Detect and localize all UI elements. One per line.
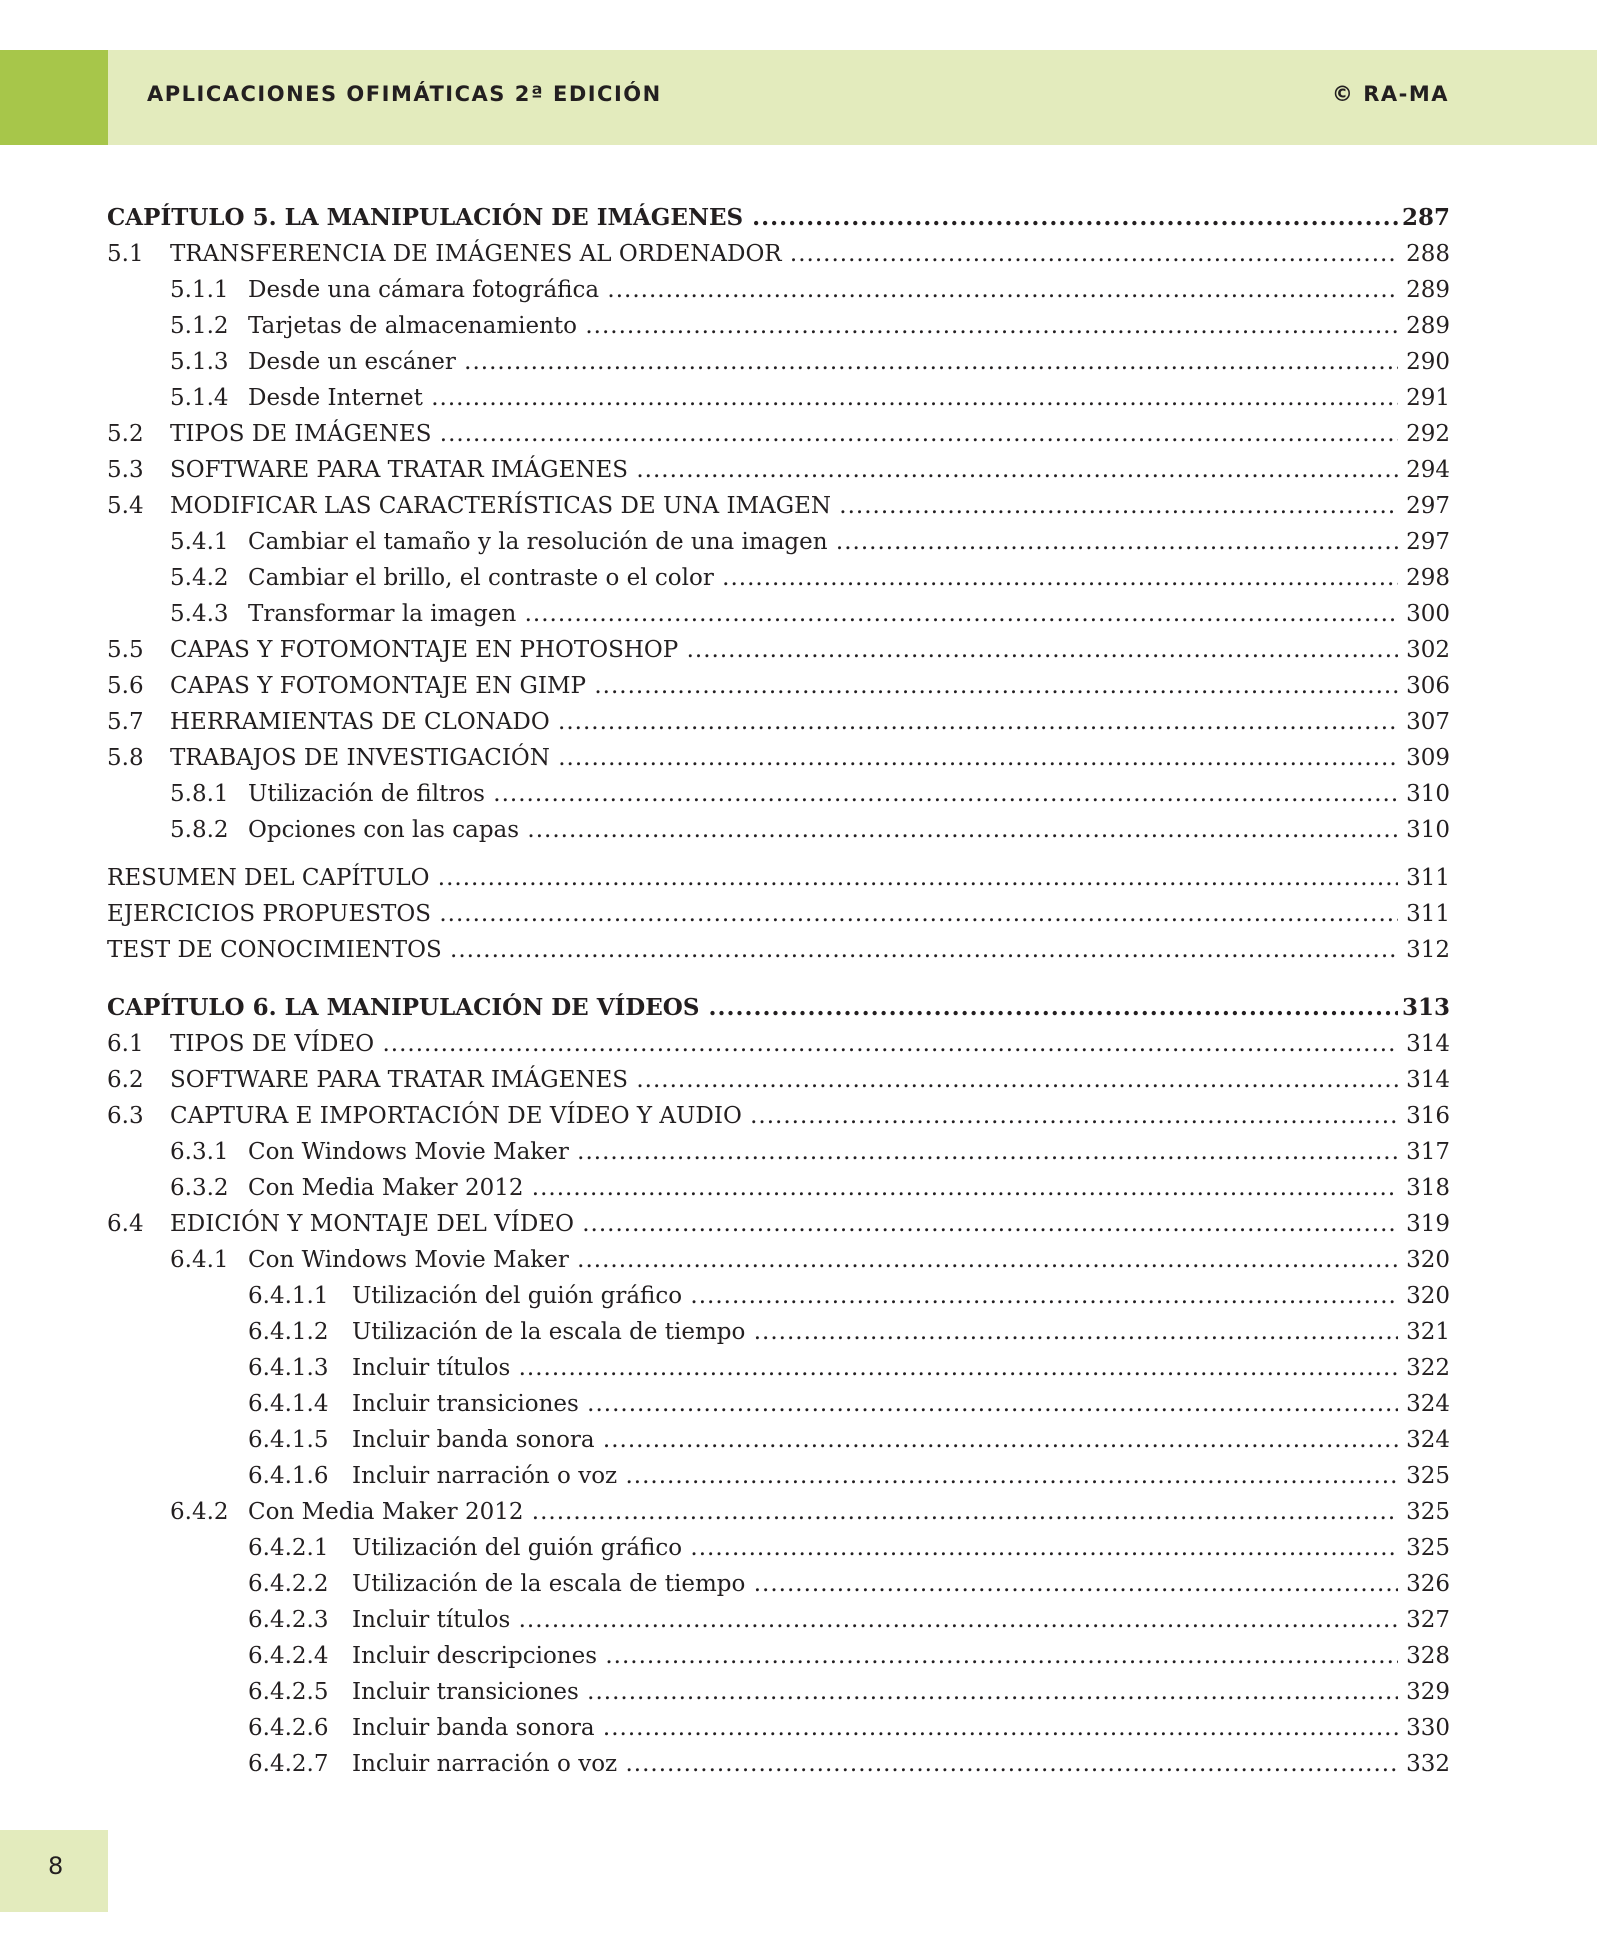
toc-entry-number: 6.4.1.5 xyxy=(248,1427,329,1453)
toc-entry-page: 328 xyxy=(1404,1638,1450,1674)
toc-entry-number: 6.4.2.2 xyxy=(248,1571,329,1597)
toc-entry-number: 6.4.2.5 xyxy=(248,1679,329,1705)
toc-entry-title: SOFTWARE PARA TRATAR IMÁGENES ..... xyxy=(170,1062,1398,1098)
toc-entry[interactable] xyxy=(107,452,1450,488)
toc-entry[interactable] xyxy=(107,704,1450,740)
toc-entry-page: 310 xyxy=(1404,776,1450,812)
toc-entry-page: 316 xyxy=(1404,1098,1450,1134)
toc-entry-number: 5.8 xyxy=(107,745,144,771)
toc-entry-title: EDICIÓN Y MONTAJE DEL VÍDEO ..... xyxy=(170,1206,1398,1242)
toc-entry-page: 324 xyxy=(1404,1386,1450,1422)
toc-entry[interactable] xyxy=(107,1314,1450,1350)
toc-entry[interactable] xyxy=(107,740,1450,776)
toc-entry-title: Incluir banda sonora ..... xyxy=(352,1710,1398,1746)
toc-entry-number: 5.1.1 xyxy=(170,277,229,303)
toc-entry-number: 5.8.2 xyxy=(170,817,229,843)
toc-entry-number: 6.4.1.3 xyxy=(248,1355,329,1381)
toc-entry[interactable] xyxy=(107,1530,1450,1566)
toc-entry[interactable] xyxy=(107,1458,1450,1494)
toc-entry[interactable] xyxy=(107,1206,1450,1242)
toc-entry-page: 302 xyxy=(1404,632,1450,668)
toc-entry-page: 294 xyxy=(1404,452,1450,488)
toc-entry-title: MODIFICAR LAS CARACTERÍSTICAS DE UNA IMAGEN ..... xyxy=(170,488,1398,524)
toc-entry-title: TRANSFERENCIA DE IMÁGENES AL ORDENADOR ..... xyxy=(170,236,1398,272)
toc-entry-page: 326 xyxy=(1404,1566,1450,1602)
toc-entry[interactable] xyxy=(107,1098,1450,1134)
toc-entry-page: 314 xyxy=(1404,1062,1450,1098)
toc-entry-title: CAPTURA E IMPORTACIÓN DE VÍDEO Y AUDIO ..... xyxy=(170,1098,1398,1134)
toc-entry-number: 6.1 xyxy=(107,1031,144,1057)
toc-entry-number: 6.4.1.6 xyxy=(248,1463,329,1489)
toc-entry[interactable] xyxy=(107,860,1450,896)
toc-entry-page: 320 xyxy=(1404,1242,1450,1278)
toc-entry-title: CAPÍTULO 6. LA MANIPULACIÓN DE VÍDEOS ..... xyxy=(107,990,1398,1026)
toc-entry-number: 5.4.1 xyxy=(170,529,229,555)
toc-entry[interactable] xyxy=(107,1278,1450,1314)
toc-entry-title: Desde un escáner ..... xyxy=(248,344,1398,380)
toc-entry-title: SOFTWARE PARA TRATAR IMÁGENES ..... xyxy=(170,452,1398,488)
toc-entry-title: CAPÍTULO 5. LA MANIPULACIÓN DE IMÁGENES ..... xyxy=(107,200,1398,236)
toc-entry[interactable] xyxy=(107,1746,1450,1782)
toc-entry-page: 319 xyxy=(1404,1206,1450,1242)
toc-entry-title: TEST DE CONOCIMIENTOS ..... xyxy=(107,932,1398,968)
header-accent-block xyxy=(0,50,108,145)
toc-entry[interactable] xyxy=(107,416,1450,452)
toc-entry[interactable] xyxy=(107,1494,1450,1530)
toc-entry-title: Incluir narración o voz ..... xyxy=(352,1746,1398,1782)
toc-entry-number: 6.4.1.2 xyxy=(248,1319,329,1345)
toc-entry-number: 5.7 xyxy=(107,709,144,735)
toc-entry[interactable] xyxy=(107,272,1450,308)
toc-entry-page: 300 xyxy=(1404,596,1450,632)
toc-entry-number: 6.4.2.6 xyxy=(248,1715,329,1741)
toc-entry-page: 289 xyxy=(1404,308,1450,344)
toc-entry-title: CAPAS Y FOTOMONTAJE EN PHOTOSHOP ..... xyxy=(170,632,1398,668)
toc-entry-number: 6.4.2.3 xyxy=(248,1607,329,1633)
toc-entry-page: 297 xyxy=(1404,488,1450,524)
toc-entry-number: 5.1.3 xyxy=(170,349,229,375)
toc-spacer xyxy=(107,968,1450,990)
toc-entry-title: Utilización de la escala de tiempo ..... xyxy=(352,1314,1398,1350)
page-number: 8 xyxy=(48,1852,64,1880)
toc-entry[interactable] xyxy=(107,932,1450,968)
toc-entry[interactable] xyxy=(107,1242,1450,1278)
toc-entry-page: 325 xyxy=(1404,1494,1450,1530)
toc-entry-number: 6.2 xyxy=(107,1067,144,1093)
toc-entry-number: 6.4.1 xyxy=(170,1247,229,1273)
toc-entry-title: Desde una cámara fotográfica ..... xyxy=(248,272,1398,308)
toc-entry-title: TIPOS DE VÍDEO ..... xyxy=(170,1026,1398,1062)
toc-entry-page: 307 xyxy=(1404,704,1450,740)
toc-entry-number: 5.4.2 xyxy=(170,565,229,591)
toc-entry-page: 297 xyxy=(1404,524,1450,560)
toc-entry-number: 5.4.3 xyxy=(170,601,229,627)
toc-entry-title: HERRAMIENTAS DE CLONADO ..... xyxy=(170,704,1398,740)
toc-entry[interactable] xyxy=(107,1350,1450,1386)
toc-entry-page: 312 xyxy=(1404,932,1450,968)
toc-entry[interactable] xyxy=(107,1638,1450,1674)
toc-entry[interactable] xyxy=(107,344,1450,380)
toc-entry-title: Cambiar el tamaño y la resolución de una imagen ..... xyxy=(248,524,1398,560)
toc-entry-number: 5.8.1 xyxy=(170,781,229,807)
toc-entry[interactable] xyxy=(107,896,1450,932)
toc-entry-title: Incluir títulos ..... xyxy=(352,1602,1398,1638)
toc-entry-page: 291 xyxy=(1404,380,1450,416)
toc-entry[interactable] xyxy=(107,1674,1450,1710)
toc-entry-title: EJERCICIOS PROPUESTOS ..... xyxy=(107,896,1398,932)
toc-entry-page: 310 xyxy=(1404,812,1450,848)
toc-entry[interactable] xyxy=(107,308,1450,344)
toc-entry-page: 311 xyxy=(1404,896,1450,932)
toc-entry[interactable] xyxy=(107,596,1450,632)
toc-entry-title: Con Media Maker 2012 ..... xyxy=(248,1170,1398,1206)
toc-entry-title: Incluir títulos ..... xyxy=(352,1350,1398,1386)
toc-entry[interactable] xyxy=(107,488,1450,524)
toc-entry-number: 6.4.1.4 xyxy=(248,1391,329,1417)
toc-entry-page: 324 xyxy=(1404,1422,1450,1458)
toc-entry-title: Incluir narración o voz ..... xyxy=(352,1458,1398,1494)
toc-entry[interactable] xyxy=(107,1602,1450,1638)
toc-entry-title: Utilización del guión gráfico ..... xyxy=(352,1278,1398,1314)
toc-entry-title: Incluir transiciones ..... xyxy=(352,1386,1398,1422)
toc-entry-number: 6.4.1.1 xyxy=(248,1283,329,1309)
toc-entry-page: 309 xyxy=(1404,740,1450,776)
toc-entry-page: 329 xyxy=(1404,1674,1450,1710)
toc-entry-title: Utilización del guión gráfico ..... xyxy=(352,1530,1398,1566)
toc-entry-page: 321 xyxy=(1404,1314,1450,1350)
toc-entry-number: 5.1 xyxy=(107,241,144,267)
toc-entry[interactable] xyxy=(107,812,1450,848)
toc-entry-page: 325 xyxy=(1404,1458,1450,1494)
table-of-contents xyxy=(107,200,1450,1782)
toc-entry-number: 5.3 xyxy=(107,457,144,483)
toc-entry[interactable] xyxy=(107,1386,1450,1422)
toc-entry-title: RESUMEN DEL CAPÍTULO ..... xyxy=(107,860,1398,896)
toc-entry-page: 332 xyxy=(1404,1746,1450,1782)
toc-entry-page: 306 xyxy=(1404,668,1450,704)
toc-entry-title: CAPAS Y FOTOMONTAJE EN GIMP ..... xyxy=(170,668,1398,704)
toc-chapter-heading[interactable] xyxy=(107,990,1450,1026)
toc-entry-page: 317 xyxy=(1404,1134,1450,1170)
toc-entry-title: Incluir descripciones ..... xyxy=(352,1638,1398,1674)
toc-entry-page: 287 xyxy=(1400,200,1450,236)
toc-entry-page: 318 xyxy=(1404,1170,1450,1206)
toc-entry-number: 5.4 xyxy=(107,493,144,519)
toc-entry-title: Cambiar el brillo, el contraste o el color ..... xyxy=(248,560,1398,596)
toc-entry-number: 6.3 xyxy=(107,1103,144,1129)
toc-entry-title: Incluir banda sonora ..... xyxy=(352,1422,1398,1458)
toc-entry-page: 288 xyxy=(1404,236,1450,272)
book-title: APLICACIONES OFIMÁTICAS 2ª EDICIÓN xyxy=(147,82,662,106)
toc-entry-number: 6.3.2 xyxy=(170,1175,229,1201)
toc-entry-number: 5.2 xyxy=(107,421,144,447)
toc-entry[interactable] xyxy=(107,236,1450,272)
toc-entry-number: 5.6 xyxy=(107,673,144,699)
toc-entry-number: 6.4.2 xyxy=(170,1499,229,1525)
toc-entry-number: 5.5 xyxy=(107,637,144,663)
toc-entry-page: 298 xyxy=(1404,560,1450,596)
toc-entry[interactable] xyxy=(107,1566,1450,1602)
toc-entry-title: TIPOS DE IMÁGENES ..... xyxy=(170,416,1398,452)
toc-entry-title: Con Media Maker 2012 ..... xyxy=(248,1494,1398,1530)
toc-entry[interactable] xyxy=(107,1422,1450,1458)
toc-entry-page: 289 xyxy=(1404,272,1450,308)
toc-entry-title: Tarjetas de almacenamiento ..... xyxy=(248,308,1398,344)
toc-entry-number: 6.4.2.7 xyxy=(248,1751,329,1777)
toc-entry-page: 320 xyxy=(1404,1278,1450,1314)
toc-entry-title: Desde Internet ..... xyxy=(248,380,1398,416)
toc-entry-title: Utilización de la escala de tiempo ..... xyxy=(352,1566,1398,1602)
toc-entry-title: Utilización de filtros ..... xyxy=(248,776,1398,812)
toc-entry-title: Con Windows Movie Maker ..... xyxy=(248,1134,1398,1170)
toc-entry[interactable] xyxy=(107,1710,1450,1746)
toc-entry-number: 5.1.2 xyxy=(170,313,229,339)
toc-entry-title: Opciones con las capas ..... xyxy=(248,812,1398,848)
toc-entry[interactable] xyxy=(107,632,1450,668)
toc-entry-title: Transformar la imagen ..... xyxy=(248,596,1398,632)
toc-entry-title: TRABAJOS DE INVESTIGACIÓN ..... xyxy=(170,740,1398,776)
toc-entry[interactable] xyxy=(107,380,1450,416)
toc-entry-title: Incluir transiciones ..... xyxy=(352,1674,1398,1710)
toc-entry-number: 6.4.2.1 xyxy=(248,1535,329,1561)
toc-entry-title: Con Windows Movie Maker ..... xyxy=(248,1242,1398,1278)
toc-entry-number: 6.4 xyxy=(107,1211,144,1237)
toc-entry-page: 311 xyxy=(1404,860,1450,896)
publisher-copyright: © RA-MA xyxy=(1331,82,1449,106)
toc-entry[interactable] xyxy=(107,668,1450,704)
toc-spacer xyxy=(107,848,1450,860)
toc-entry[interactable] xyxy=(107,1134,1450,1170)
toc-entry[interactable] xyxy=(107,1026,1450,1062)
toc-entry-page: 327 xyxy=(1404,1602,1450,1638)
toc-entry-number: 5.1.4 xyxy=(170,385,229,411)
toc-entry-page: 322 xyxy=(1404,1350,1450,1386)
toc-entry[interactable] xyxy=(107,776,1450,812)
toc-entry-page: 330 xyxy=(1404,1710,1450,1746)
toc-chapter-heading[interactable] xyxy=(107,200,1450,236)
toc-entry-page: 292 xyxy=(1404,416,1450,452)
toc-entry[interactable] xyxy=(107,1062,1450,1098)
toc-entry[interactable] xyxy=(107,560,1450,596)
toc-entry[interactable] xyxy=(107,1170,1450,1206)
toc-entry-page: 314 xyxy=(1404,1026,1450,1062)
toc-entry-number: 6.3.1 xyxy=(170,1139,229,1165)
toc-entry[interactable] xyxy=(107,524,1450,560)
toc-entry-page: 290 xyxy=(1404,344,1450,380)
toc-entry-number: 6.4.2.4 xyxy=(248,1643,329,1669)
toc-entry-page: 325 xyxy=(1404,1530,1450,1566)
toc-entry-page: 313 xyxy=(1400,990,1450,1026)
